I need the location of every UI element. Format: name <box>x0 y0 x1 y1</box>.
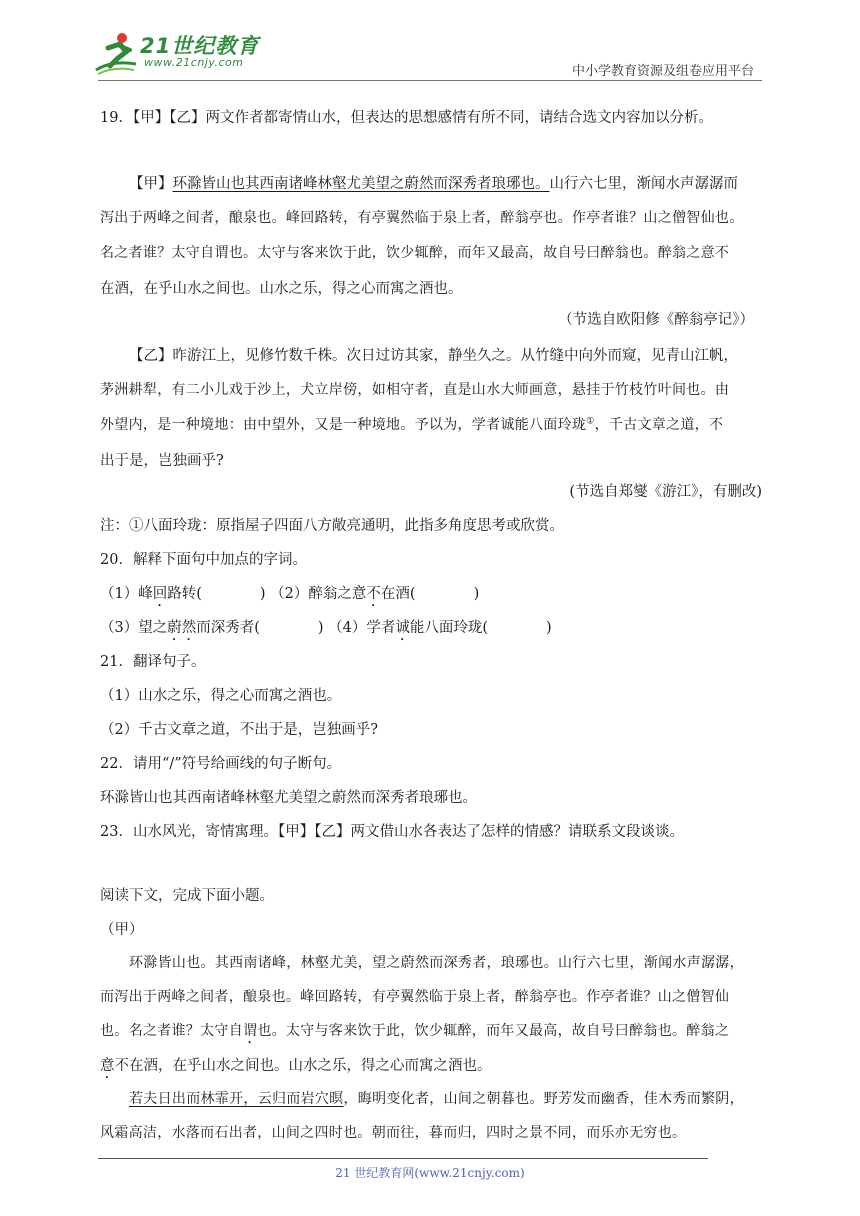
passage-jia-1-line: 名之者谁？太守自谓也。太守与客来饮于此，饮少辄醉，而年又最高，故自号曰醉翁也。醉翁之意不 <box>100 245 730 261</box>
item-text: （2）醉翁之意 <box>270 586 367 602</box>
item-text: （1）峰 <box>100 586 153 602</box>
question-21-item: （2）千古文章之道，不出于是，岂独画乎? <box>100 722 378 738</box>
passage-yi-line <box>100 414 723 434</box>
passage-source: （节选自欧阳修《醉翁亭记》） <box>558 312 754 328</box>
dotted-char: 蔚然 <box>167 620 197 636</box>
item-text: 能八面玲珑( ) <box>409 620 552 636</box>
passage-jia-1-line: 在酒，在乎山水之间也。山水之乐，得之心而寓之酒也。 <box>100 281 463 297</box>
page-footer: 21 世纪教育网(www.21cnjy.com) <box>335 1166 525 1180</box>
passage-text: ，千古文章之道，不 <box>594 417 724 433</box>
passage-jia-2-line: 环滁皆山也。其西南诸峰，林壑尤美，望之蔚然而深秀者，琅琊也。山行六七里，渐闻水声潺潺， <box>129 955 744 971</box>
question-20: 20．解释下面句中加点的字词。 <box>100 552 307 568</box>
logo-url: www.21cnjy.com <box>144 56 244 69</box>
passage-source: (节选自郑燮《游江》，有删改) <box>569 484 762 500</box>
item-text: 而深秀者( ) <box>196 620 324 636</box>
passage-text: 山行六七里，渐闻水声潺潺而 <box>549 176 738 192</box>
dotted-char: 回 <box>152 586 168 602</box>
question-23: 23．山水风光，寄情寓理。【甲】【乙】两文借山水各表达了怎样的情感？请联系文段谈谈。 <box>100 824 684 840</box>
logo-text: 21世纪教育 <box>140 34 260 58</box>
passage-text: 也。名之者谁？太守自 <box>100 1023 243 1039</box>
passage-text: ，晦明变化者，山间之朝暮也。野芳发而幽香，佳木秀而繁阴， <box>343 1091 744 1107</box>
passage-yi-line: 茅洲耕犁，有二小儿戏于沙上，犬立岸傍，如相守者，直是山水大师画意，悬挂于竹枝竹叶间也。由 <box>100 382 730 398</box>
passage-jia-2-line <box>129 1088 744 1108</box>
passage-yi-line: 【乙】昨游江上，见修竹数千株。次日过访其家，静坐久之。从竹缝中向外而窥，见青山江帆， <box>129 348 738 364</box>
footer-divider <box>98 1158 708 1159</box>
question-21-item: （1）山水之乐，得之心而寓之酒也。 <box>100 688 342 704</box>
item-text: 在酒( ) <box>380 586 480 602</box>
question-21: 21．翻译句子。 <box>100 654 206 670</box>
reading-instruction: 阅读下文，完成下面小题。 <box>100 888 274 904</box>
dotted-char: 意 <box>100 1058 115 1074</box>
question-20-items-row <box>100 582 479 610</box>
item-text: （3）望之 <box>100 620 168 636</box>
passage-text: 也。太守与客来饮于此，饮少辄醉，而年又最高，故自号曰醉翁也。醉翁之 <box>257 1023 730 1039</box>
question-20-items-row <box>100 616 552 644</box>
passage-jia-2-line: 风霜高洁，水落而石出者，山间之四时也。朝而往，暮而归，四时之景不同，而乐亦无穷也。 <box>100 1125 687 1141</box>
site-logo <box>92 30 262 78</box>
footnote-marker: ① <box>586 416 595 427</box>
header-divider <box>98 80 762 81</box>
item-text: （4）学者 <box>328 620 396 636</box>
passage-jia-1-line <box>129 172 738 193</box>
page-header <box>0 0 860 84</box>
dotted-char: 诚 <box>395 620 410 636</box>
passage-jia-1-line: 泻出于两峰之间者，酿泉也。峰回路转，有亭翼然临于泉上者，醉翁亭也。作亭者谁？山之僧智仙也。 <box>100 210 744 226</box>
underlined-sentence: 环滁皆山也其西南诸峰林壑尤美望之蔚然而深秀者琅琊也。 <box>172 176 550 192</box>
underlined-sentence: 若夫日出而林霏开，云归而岩穴暝 <box>129 1091 344 1107</box>
item-text: 路转( ) <box>167 586 266 602</box>
question-22: 22．请用“/”符号给画线的句子断句。 <box>100 756 342 772</box>
passage-label: （甲） <box>100 922 144 938</box>
passage-jia-2-line <box>100 1020 729 1047</box>
passage-text: 外望内，是一种境地：由中望外，又是一种境地。予以为，学者诚能八面玲珑 <box>100 417 587 433</box>
question-19: 19．【甲】【乙】两文作者都寄情山水，但表达的思想感情有所不同，请结合选文内容加以分析。 <box>100 110 713 126</box>
passage-tag: 【甲】 <box>129 176 173 192</box>
question-22-text: 环滁皆山也其西南诸峰林壑尤美望之蔚然而深秀者琅琊也。 <box>100 790 477 806</box>
footnote: 注：①八面玲珑：原指屋子四面八方敞亮通明，此指多角度思考或欣赏。 <box>100 518 564 534</box>
platform-name: 中小学教育资源及组卷应用平台 <box>571 64 754 79</box>
passage-jia-2-line <box>100 1054 492 1082</box>
passage-text: 不在酒，在乎山水之间也。山水之乐，得之心而寓之酒也。 <box>114 1058 492 1074</box>
dotted-char: 谓 <box>243 1023 258 1039</box>
dotted-char: 不 <box>366 586 381 602</box>
runner-logo-icon <box>92 30 138 78</box>
passage-yi-line: 出于是，岂独画乎? <box>100 453 224 469</box>
passage-jia-2-line: 而泻出于两峰之间者，酿泉也。峰回路转，有亭翼然临于泉上者，醉翁亭也。作亭者谁？山之僧智仙 <box>100 989 730 1005</box>
